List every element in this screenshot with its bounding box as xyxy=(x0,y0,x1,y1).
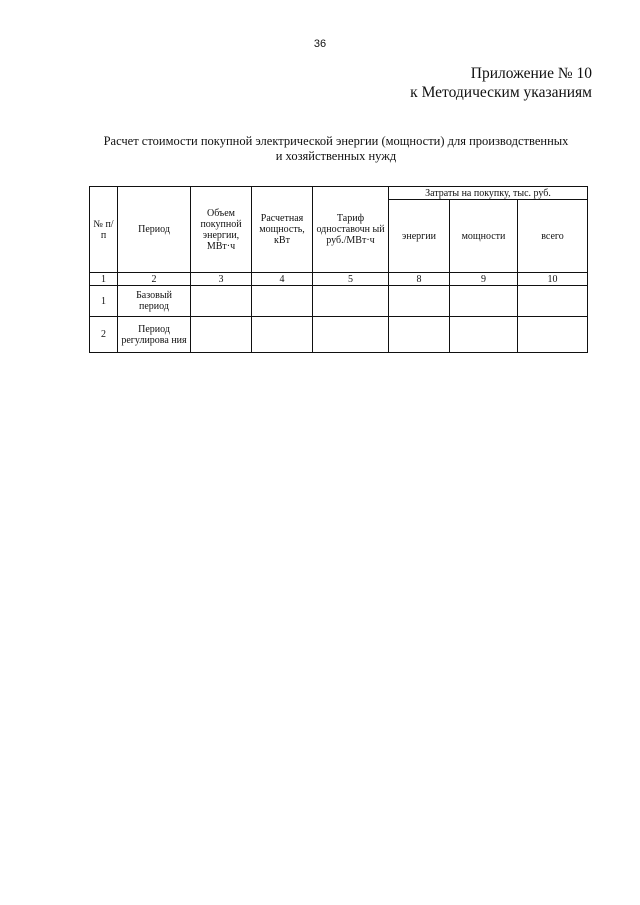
column-number: 4 xyxy=(252,273,313,286)
empty-cell xyxy=(450,286,518,317)
row-number: 2 xyxy=(90,317,118,353)
empty-cell xyxy=(389,317,450,353)
table-row xyxy=(90,317,588,353)
document-title-line-1: Расчет стоимости покупной электрической энергии (мощности) для производственных xyxy=(103,134,569,148)
empty-cell xyxy=(450,317,518,353)
document-title xyxy=(70,134,602,164)
row-period: Базовый период xyxy=(118,286,191,317)
empty-cell xyxy=(191,317,252,353)
row-number: 1 xyxy=(90,286,118,317)
document-title-line-2: и хозяйственных нужд xyxy=(275,149,397,163)
column-number: 2 xyxy=(118,273,191,286)
column-number: 5 xyxy=(313,273,389,286)
column-number: 3 xyxy=(191,273,252,286)
header-tariff: Тариф одноставочн ый руб./МВт·ч xyxy=(313,187,389,273)
appendix-line-1: Приложение № 10 xyxy=(470,65,592,82)
empty-cell xyxy=(191,286,252,317)
column-number: 8 xyxy=(389,273,450,286)
empty-cell xyxy=(518,286,588,317)
column-number-row xyxy=(90,273,588,286)
header-volume: Объем покупной энергии, МВт·ч xyxy=(191,187,252,273)
empty-cell xyxy=(313,317,389,353)
header-energy: энергии xyxy=(389,200,450,273)
row-period: Период регулирова ния xyxy=(118,317,191,353)
page-number: 36 xyxy=(313,38,327,50)
header-period: Период xyxy=(118,187,191,273)
empty-cell xyxy=(389,286,450,317)
column-number: 1 xyxy=(90,273,118,286)
cost-table xyxy=(89,186,588,353)
header-num: № п/п xyxy=(90,187,118,273)
empty-cell xyxy=(518,317,588,353)
appendix-heading xyxy=(410,64,592,102)
header-power: Расчетная мощность, кВт xyxy=(252,187,313,273)
column-number: 9 xyxy=(450,273,518,286)
header-costs-group: Затраты на покупку, тыс. руб. xyxy=(389,187,588,200)
column-number: 10 xyxy=(518,273,588,286)
header-capacity: мощности xyxy=(450,200,518,273)
empty-cell xyxy=(252,317,313,353)
header-total: всего xyxy=(518,200,588,273)
appendix-line-2: к Методическим указаниям xyxy=(410,84,592,101)
table-row xyxy=(90,286,588,317)
empty-cell xyxy=(313,286,389,317)
empty-cell xyxy=(252,286,313,317)
